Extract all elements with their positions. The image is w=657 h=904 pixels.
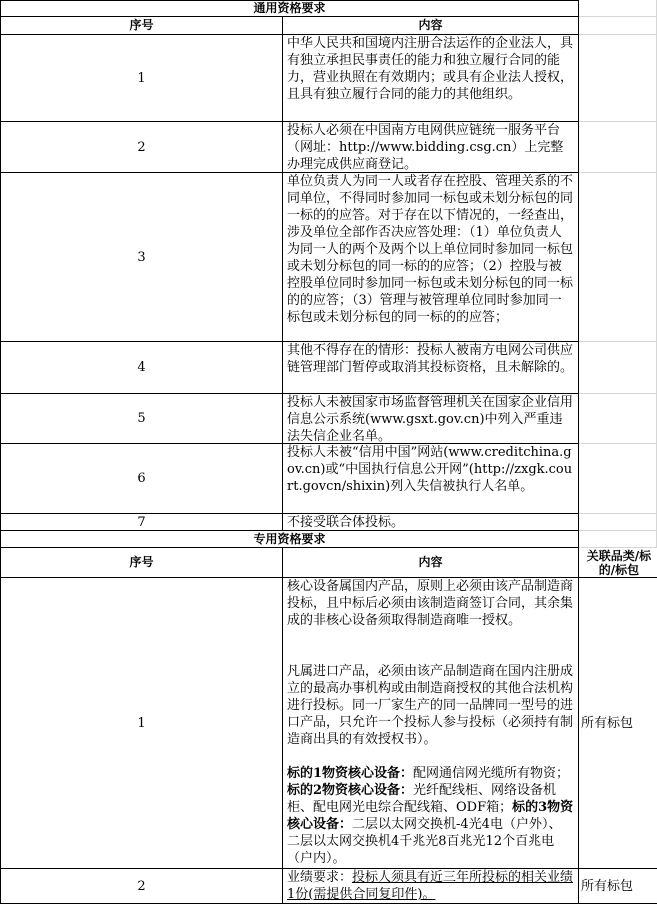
table-row (0, 35, 657, 122)
performance-label: 业绩要求： (287, 870, 353, 885)
table-row (0, 394, 657, 444)
row-seq[interactable]: 1 (0, 35, 283, 122)
table-row (0, 173, 657, 342)
empty-cell[interactable] (579, 17, 657, 35)
empty-cell[interactable] (579, 531, 657, 548)
row-seq[interactable]: 3 (0, 173, 283, 342)
row-content[interactable] (283, 869, 579, 904)
empty-cell[interactable] (579, 444, 657, 514)
header-seq[interactable]: 序号 (0, 548, 283, 578)
row-content[interactable]: 不接受联合体投标。 (283, 514, 579, 531)
header-related[interactable]: 关联品类/标的/标包 (579, 548, 657, 578)
empty-cell[interactable] (579, 35, 657, 122)
row-seq[interactable]: 7 (0, 514, 283, 531)
core-label-3: 标的3物资核心设备： (287, 800, 574, 832)
row-seq[interactable]: 2 (0, 869, 283, 904)
general-title-row (0, 0, 657, 17)
row-content[interactable] (283, 578, 579, 869)
header-content[interactable]: 内容 (283, 17, 579, 35)
general-header-row (0, 17, 657, 35)
row-seq[interactable]: 4 (0, 342, 283, 394)
header-seq[interactable]: 序号 (0, 17, 283, 35)
row-content[interactable]: 中华人民共和国境内注册合法运作的企业法人，具有独立承担民事责任的能力和独立履行合同的能力，营业执照在有效期内；或具有企业法人授权，且具有独立履行合同的能力的其他组织。 (283, 35, 579, 122)
row-content[interactable]: 投标人必须在中国南方电网供应链统一服务平台（网址：http://www.bidding.csg.cn）上完整办理完成供应商登记。 (283, 122, 579, 173)
core-text-2: 光纤配线柜、网络设备机柜、配电网光电综合配线箱、ODF箱； (287, 783, 557, 815)
table-row (0, 122, 657, 173)
row-content[interactable]: 投标人未被国家市场监督管理机关在国家企业信用信息公示系统(www.gsxt.gov.cn)中列入严重违法失信企业名单。 (283, 394, 579, 444)
row-seq[interactable]: 6 (0, 444, 283, 514)
row-seq[interactable]: 5 (0, 394, 283, 444)
performance-text: 投标人须具有近三年所投标的相关业绩1份(需提供合同复印件)。 (287, 870, 574, 902)
core-label-2: 标的2物资核心设备： (287, 783, 414, 798)
paragraph-core-devices (287, 765, 574, 867)
general-title[interactable]: 通用资格要求 (0, 0, 579, 17)
row-content[interactable]: 单位负责人为同一人或者存在控股、管理关系的不同单位，不得同时参加同一标包或未划分标包的同一标的的应答。对于存在以下情况的，一经查出，涉及单位全部作否决应答处理：（1）单位负责人为同一人的两个及两个以上单位同时参加同一标包或未划分标包的同一标的的应答；（2）控股与被控股单位同时参加同一标包或未划分标包的同一标的的应答；（3）管理与被管理单位同时参加同一标包或未划分标包的同一标的的应答； (283, 173, 579, 342)
paragraph-import: 凡属进口产品，必须由该产品制造商在国内注册成立的最高办事机构或由制造商授权的其他合法机构进行投标。同一厂家生产的同一品牌同一型号的进口产品，只允许一个投标人参与投标（必须持有制造商出具的有效授权书）。 (287, 664, 574, 747)
spacer (287, 748, 574, 765)
empty-cell[interactable] (579, 173, 657, 342)
row-seq[interactable]: 1 (0, 578, 283, 869)
empty-cell[interactable] (579, 0, 657, 17)
header-content[interactable]: 内容 (283, 548, 579, 578)
row-seq[interactable]: 2 (0, 122, 283, 173)
row-related[interactable]: 所有标包 (579, 869, 657, 904)
table-row (0, 869, 657, 904)
empty-cell[interactable] (579, 514, 657, 531)
empty-cell[interactable] (579, 342, 657, 394)
table-row (0, 578, 657, 869)
special-title-row (0, 531, 657, 548)
table-row (0, 342, 657, 394)
row-content[interactable]: 其他不得存在的情形：投标人被南方电网公司供应链管理部门暂停或取消其投标资格，且未解除的。 (283, 342, 579, 394)
special-title[interactable]: 专用资格要求 (0, 531, 579, 548)
row-content[interactable]: 投标人未被“信用中国”网站(www.creditchina.gov.cn)或“中国执行信息公开网”(http://zxgk.court.govcn/shixin)列入失信被执行人名单。 (283, 444, 579, 514)
special-header-row (0, 548, 657, 578)
spacer (287, 646, 574, 663)
empty-cell[interactable] (579, 394, 657, 444)
paragraph-domestic: 核心设备属国内产品，原则上必须由该产品制造商投标，且中标后必须由该制造商签订合同，其余集成的非核心设备须取得制造商唯一授权。 (287, 579, 574, 628)
table-row (0, 514, 657, 531)
table-row (0, 444, 657, 514)
core-text-1: 配网通信网光缆所有物资； (413, 766, 570, 781)
spacer (287, 629, 574, 646)
core-text-3: 二层以太网交换机-4光4电（户外）、二层以太网交换机4千兆光8百兆光12个百兆电（户内）。 (287, 817, 562, 866)
empty-cell[interactable] (579, 122, 657, 173)
core-label-1: 标的1物资核心设备： (287, 766, 414, 781)
row-related[interactable]: 所有标包 (579, 578, 657, 869)
